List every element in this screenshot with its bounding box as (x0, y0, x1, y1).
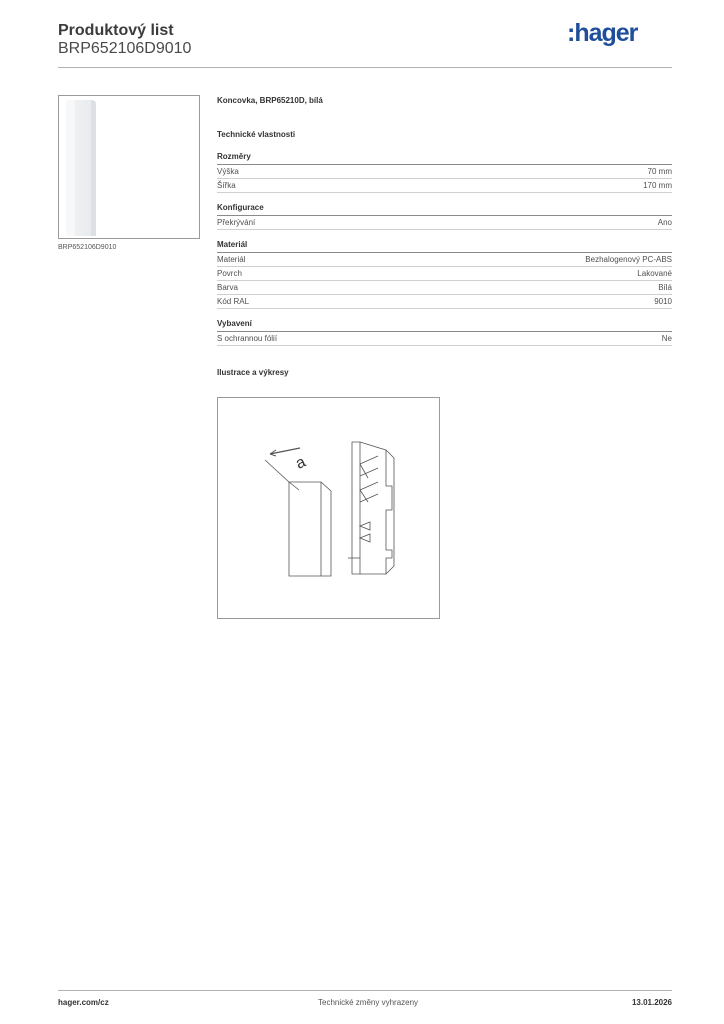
spec-value: Bezhalogenový PC-ABS (585, 255, 672, 264)
end-cap-image (59, 96, 199, 238)
spec-row (217, 295, 672, 309)
spec-group-material (217, 240, 672, 309)
end-cap-drawing (218, 398, 439, 618)
spec-label: Výška (217, 167, 239, 176)
spec-value: Ne (661, 334, 672, 343)
footer-notice: Technické změny vyhrazeny (318, 998, 419, 1007)
product-code: BRP652106D9010 (58, 40, 192, 57)
spec-value: Lakované (637, 269, 672, 278)
product-name: Koncovka, BRP65210D, bílá (217, 96, 323, 105)
product-thumbnail (58, 95, 200, 239)
technical-heading: Technické vlastnosti (217, 130, 296, 139)
spec-label: Barva (217, 283, 238, 292)
spec-row (217, 179, 672, 193)
spec-group-dimensions (217, 152, 672, 193)
spec-label: S ochrannou fólií (217, 334, 278, 343)
group-title: Vybavení (217, 319, 672, 332)
spec-value: 170 mm (643, 181, 672, 190)
illustrations-heading: Ilustrace a výkresy (217, 368, 289, 377)
spec-row (217, 332, 672, 346)
spec-label: Šířka (217, 181, 236, 190)
group-title: Rozměry (217, 152, 672, 165)
spec-label: Povrch (217, 269, 242, 278)
dimension-label: a (293, 453, 309, 473)
hager-logo (567, 20, 657, 46)
spec-row (217, 267, 672, 281)
spec-label: Překrývání (217, 218, 256, 227)
spec-group-configuration (217, 203, 672, 230)
spec-label: Materiál (217, 255, 246, 264)
page-title: Produktový list (58, 22, 174, 39)
spec-value: 9010 (654, 297, 672, 306)
spec-value: 70 mm (647, 167, 672, 176)
spec-label: Kód RAL (217, 297, 250, 306)
spec-value: Bílá (658, 283, 672, 292)
spec-row (217, 281, 672, 295)
spec-group-equipment (217, 319, 672, 346)
footer-website[interactable]: hager.com/cz (58, 998, 109, 1007)
group-title: Konfigurace (217, 203, 672, 216)
spec-row (217, 216, 672, 230)
footer-date: 13.01.2026 (631, 998, 672, 1007)
footer-divider (58, 990, 672, 991)
technical-drawing (217, 397, 440, 619)
spec-value: Ano (657, 218, 672, 227)
header-divider (58, 67, 672, 68)
specifications (217, 96, 672, 377)
spec-row (217, 253, 672, 267)
thumbnail-caption: BRP652106D9010 (58, 244, 117, 251)
group-title: Materiál (217, 240, 672, 253)
spec-row (217, 165, 672, 179)
logo-text: :hager (567, 20, 638, 46)
